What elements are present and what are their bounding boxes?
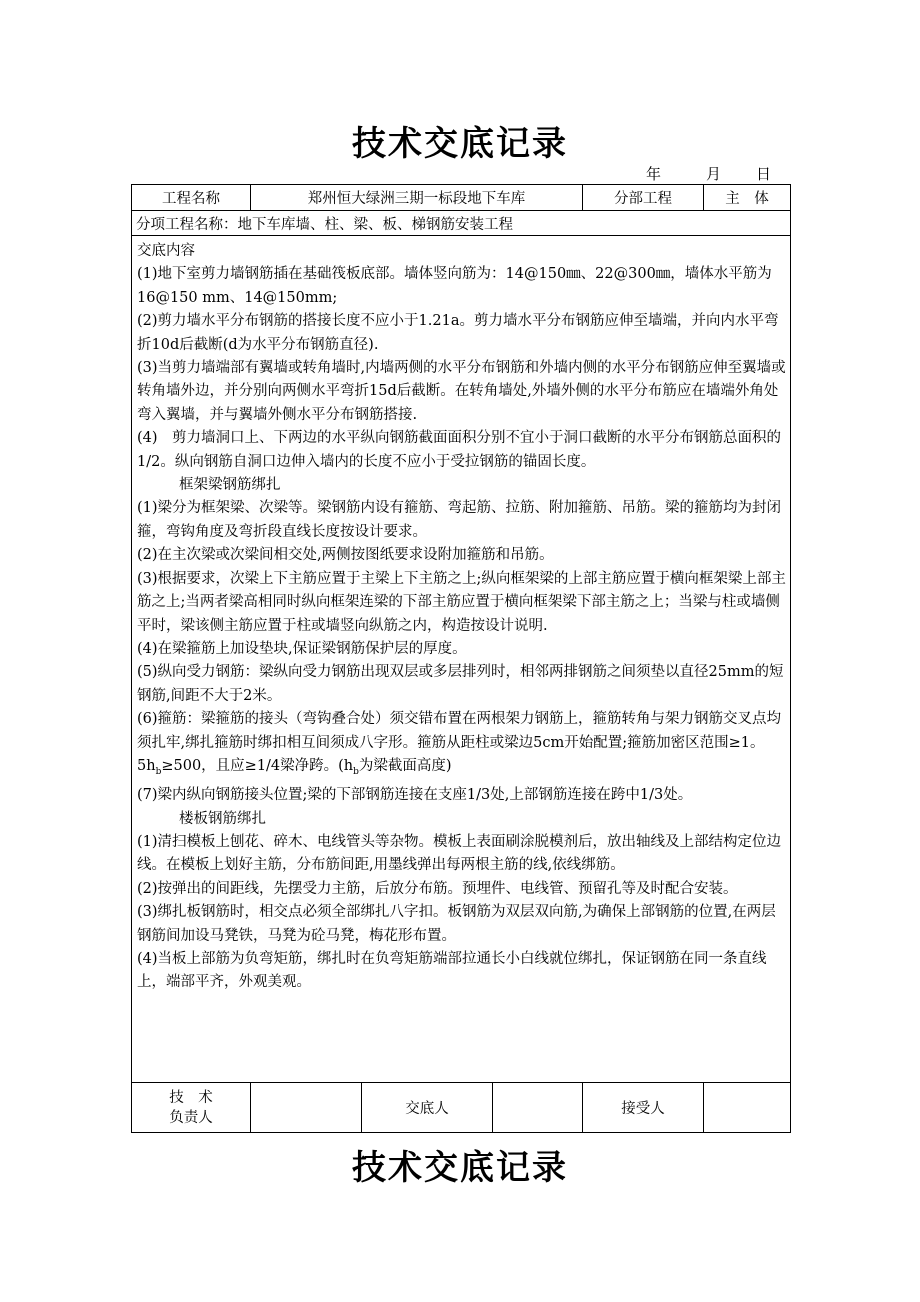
division-label: 分部工程 [583,185,704,211]
slab-item-2: (2)按弹出的间距线，先摆受力主筋，后放分布筋。预埋件、电线管、预留孔等及时配合安装。 [137,880,738,897]
beam-item-2: (2)在主次梁或次梁间相交处,两侧按图纸要求设附加箍筋和吊筋。 [137,547,554,564]
disclosure-record-table [131,184,791,1133]
wall-item-2: (2)剪力墙水平分布钢筋的搭接长度不应小于1.21a。剪力墙水平分布钢筋应伸至墙端，并向内水平弯折10d后截断(d为水平分布钢筋直径). [137,313,779,353]
slab-section-heading: 楼板钢筋绑扎 [179,810,267,827]
receiver-label: 接受人 [583,1083,704,1133]
beam-item-7: (7)梁内纵向钢筋接头位置;梁的下部钢筋连接在支座1/3处,上部钢筋连接在跨中1/3处。 [137,787,693,804]
date-day-label: 日 [756,165,772,183]
discloser-label: 交底人 [362,1083,493,1133]
date-year-label: 年 [646,165,662,183]
beam-item-5: (5)纵向受力钢筋：梁纵向受力钢筋出现双层或多层排列时，相邻两排钢筋之间须垫以直径25mm的短钢筋,间距不大于2米。 [137,664,784,704]
discloser-signature[interactable] [493,1083,583,1133]
wall-item-1: (1)地下室剪力墙钢筋插在基础筏板底部。墙体竖向筋为：14@150㎜、22@300㎜，墙体水平筋为16@150 mm、14@150mm; [137,266,772,306]
beam-item-4: (4)在梁箍筋上加设垫块,保证梁钢筋保护层的厚度。 [137,640,467,657]
beam-item-1: (1)梁分为框架梁、次梁等。梁钢筋内设有箍筋、弯起筋、拉筋、附加箍筋、吊筋。梁的箍筋均为封闭箍，弯钩角度及弯折段直线长度按设计要求。 [137,500,782,540]
next-page-title: 技术交底记录 [352,1148,568,1188]
content-heading: 交底内容 [137,243,195,259]
wall-item-3: (3)当剪力墙端部有翼墙或转角墙时,内墙两侧的水平分布钢筋和外墙内侧的水平分布钢筋应伸至翼墙或转角墙外边，并分别向两侧水平弯折15d后截断。在转角墙处,外墙外侧的水平分布筋应在墙端外角处弯入翼墙，并与翼墙外侧水平分布钢筋搭接. [137,360,786,423]
subitem-name: 分项工程名称：地下车库墙、柱、梁、板、梯钢筋安装工程 [132,211,791,236]
beam-item-3: (3)根据要求，次梁上下主筋应置于主梁上下主筋之上;纵向框架梁的上部主筋应置于横向框架梁上部主筋之上;当两者梁高相同时纵向框架连梁的下部主筋应置于横向框架梁下部主筋之上；当梁与柱或墙侧平时，梁该侧主筋应置于柱或墙竖向纵筋之内，构造按设计说明. [137,570,786,634]
tech-lead-label: 技 术 负责人 [132,1083,251,1133]
date-month-label: 月 [706,165,722,183]
division-value: 主 体 [704,185,791,211]
project-name-label: 工程名称 [132,185,251,211]
slab-item-1: (1)清扫模板上刨花、碎木、电线管头等杂物。模板上表面刷涂脱模剂后，放出轴线及上部结构定位边线。在模板上划好主筋，分布筋间距,用墨线弹出每两根主筋的线,依线绑筋。 [137,834,782,874]
slab-item-4: (4)当板上部筋为负弯矩筋，绑扎时在负弯矩筋端部拉通长小白线就位绑扎，保证钢筋在同一条直线上，端部平齐，外观美观。 [137,951,767,991]
project-name-value: 郑州恒大绿洲三期一标段地下车库 [251,185,583,211]
beam-section-heading: 框架梁钢筋绑扎 [179,477,281,494]
slab-item-3: (3)绑扎板钢筋时，相交点必须全部绑扎八字扣。板钢筋为双层双向筋,为确保上部钢筋的位置,在两层钢筋间加设马凳铁，马凳为砼马凳，梅花形布置。 [137,904,776,944]
beam-item-6: (6)箍筋：梁箍筋的接头（弯钩叠合处）须交错布置在两根架力钢筋上，箍筋转角与架力钢筋交叉点均须扎牢,绑扎箍筋时绑扣相互间须成八字形。箍筋从距柱或梁边5cm开始配置;箍筋加密区范围≥1。$5h_b\ge 500$，且应≥1/4梁净跨。($h_b$为梁截面高度) [137,711,782,777]
disclosure-content [132,236,791,1083]
document-title: 技术交底记录 [352,124,568,164]
tech-lead-signature[interactable] [251,1083,362,1133]
wall-item-4: (4) 剪力墙洞口上、下两边的水平纵向钢筋截面面积分别不宜小于洞口截断的水平分布钢筋总面积的1/2。纵向钢筋自洞口边伸入墙内的长度不应小于受拉钢筋的锚固长度。 [137,430,782,470]
receiver-signature[interactable] [704,1083,791,1133]
